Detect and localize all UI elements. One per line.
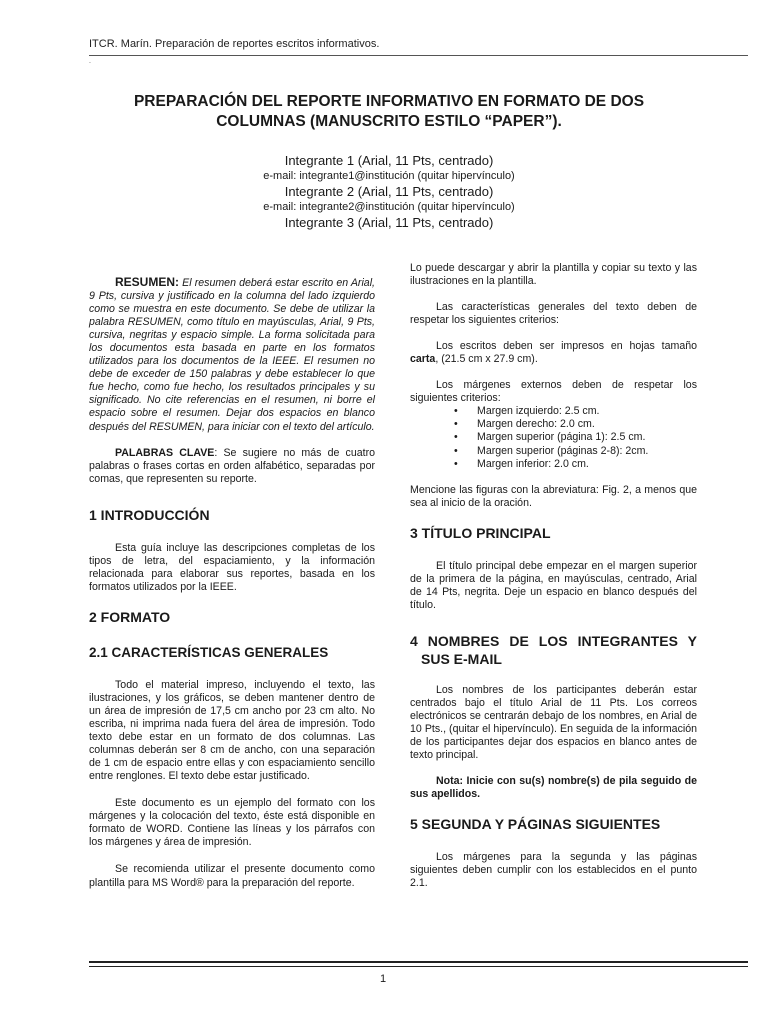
author-name-2: Integrante 2 (Arial, 11 Pts, centrado) [284, 184, 494, 199]
footer-rule-thick [89, 961, 748, 963]
header-rule [89, 55, 748, 56]
section-3-paragraph: El título principal debe empezar en el margen superior de la primera de la página, en mayúsculas, centrado, Arial de 14 Pts, negrita. Deje un espacio en blanco después del título. [410, 559, 697, 611]
paragraph-template: Lo puede descargar y abrir la plantilla y copiar su texto y las ilustraciones en la plantilla. [410, 262, 697, 288]
list-item: • Margen superior (página 1): 2.5 cm. [454, 431, 697, 444]
section-2-heading: 2 FORMATO [89, 608, 171, 625]
abstract-label: RESUMEN: [115, 275, 180, 289]
author-name-3: Integrante 3 (Arial, 11 Pts, centrado) [284, 215, 494, 230]
abstract [89, 276, 375, 434]
section-2-1-heading: 2.1 CARACTERÍSTICAS GENERALES [89, 644, 329, 660]
author-name-1: Integrante 1 (Arial, 11 Pts, centrado) [284, 153, 494, 168]
abstract-text: El resumen deberá estar escrito en Arial, 9 Pts, cursiva y justificado en la columna del lado izquierdo como se muestra en este documento. Se debe de utilizar la palabra RESUMEN, como título en mayúsculas, Arial, 9 Pts, cursiva, negritas y espacio simple. La forma solicitada para los documentos esta basada en parte en los formatos utilizados para los documentos de la IEEE. El resumen no debe de exceder de 150 palabras y debe establecer lo que fue hecho, como fue hecho, los resultados principales y su significado. No cite referencias en el resumen, ni borre el espacio sobre el resumen. Dejar dos espacios en blanco después del RESUMEN, para iniciar con el texto del artículo. [89, 277, 375, 433]
right-column [410, 262, 697, 903]
title-line-2: COLUMNAS (MANUSCRITO ESTILO “PAPER”). [216, 113, 562, 130]
section-5-heading: 5 SEGUNDA Y PÁGINAS SIGUIENTES [410, 816, 661, 833]
running-header: ITCR. Marín. Preparación de reportes escritos informativos. [89, 38, 380, 50]
section-4-paragraph: Los nombres de los participantes deberán estar centrados bajo el título Arial de 11 Pts. Los correos electrónicos se centrarán debajo de los nombres, en Arial de 10 Pts., (quitar el hipervínculo). En seguida de la información de los participantes dejar dos espacios en blanco antes de texto principal. [410, 683, 697, 762]
header-mark: . [89, 58, 91, 65]
keywords [89, 447, 375, 486]
paragraph-figures: Mencione las figuras con la abreviatura: Fig. 2, a menos que sea al inicio de la oración. [410, 483, 697, 509]
title-line-1: PREPARACIÓN DEL REPORTE INFORMATIVO EN FORMATO DE DOS [133, 93, 645, 110]
section-3-heading: 3 TÍTULO PRINCIPAL [410, 524, 551, 541]
section-2-1-paragraph-3: Se recomienda utilizar el presente documento como plantilla para MS Word® para la preparación del reporte. [89, 863, 375, 889]
author-email-2: e-mail: integrante2@institución (quitar hipervínculo) [263, 201, 515, 213]
paper-size-bold: carta [410, 353, 436, 366]
author-email-1: e-mail: integrante1@institución (quitar hipervínculo) [263, 170, 515, 182]
paragraph-paper-size [410, 340, 697, 366]
section-5-paragraph: Los márgenes para la segunda y las páginas siguientes deben cumplir con los establecidos en el punto 2.1. [410, 851, 697, 890]
section-1-heading: 1 INTRODUCCIÓN [89, 506, 210, 523]
document-title [89, 92, 689, 132]
section-4-note: Nota: Inicie con su(s) nombre(s) de pila seguido de sus apellidos. [410, 775, 697, 801]
section-4-heading: 4 NOMBRES DE LOS INTEGRANTES Y SUS E-MAIL [410, 632, 697, 667]
section-2-1-paragraph-1: Todo el material impreso, incluyendo el texto, las ilustraciones, y los gráficos, se deben mantener dentro de un área de impresión de 17,5 cm ancho por 23 cm alto. No escriba, ni imprima nada fuera del área de impresión. Todo texto debe estar en un formato de dos columnas. Las columnas deberán ser 8 cm de ancho, con una separación de 1 cm de espacio entre ellas y con espaciamiento sencillo entre renglones. El texto debe estar justificado. [89, 678, 375, 783]
list-item: • Margen inferior: 2.0 cm. [454, 458, 697, 471]
paper-size-before: Los escritos deben ser impresos en hojas tamaño [436, 340, 697, 353]
paragraph-criteria: Las características generales del texto deben de respetar los siguientes criterios: [410, 301, 697, 327]
keywords-text: : Se sugiere no más de cuatro palabras o frases cortas en orden alfabético, separadas por comas, que representen su reporte. [89, 446, 375, 485]
list-item: • Margen superior (páginas 2-8): 2cm. [454, 445, 697, 458]
margins-list [410, 405, 697, 470]
list-item: • Margen derecho: 2.0 cm. [454, 418, 697, 431]
footer-rule-thin [89, 966, 748, 967]
section-2-1-paragraph-2: Este documento es un ejemplo del formato con los márgenes y la colocación del texto, éste está disponible en formato de WORD. Contiene las líneas y los párrafos con los márgenes y área de impresión. [89, 797, 375, 849]
paper-size-after: , (21.5 cm x 27.9 cm). [435, 353, 538, 366]
left-column [89, 262, 375, 903]
author-block [89, 152, 689, 231]
section-1-paragraph: Esta guía incluye las descripciones completas de los tipos de letra, del espaciamiento, y la información relacionada para elaborar sus reportes, basada en los formatos utilizados por la IEEE. [89, 541, 375, 593]
paragraph-margins: Los márgenes externos deben de respetar los siguientes criterios: [410, 379, 697, 405]
list-item: • Margen izquierdo: 2.5 cm. [454, 405, 697, 418]
keywords-label: PALABRAS CLAVE [115, 446, 215, 459]
page-number: 1 [380, 973, 387, 985]
